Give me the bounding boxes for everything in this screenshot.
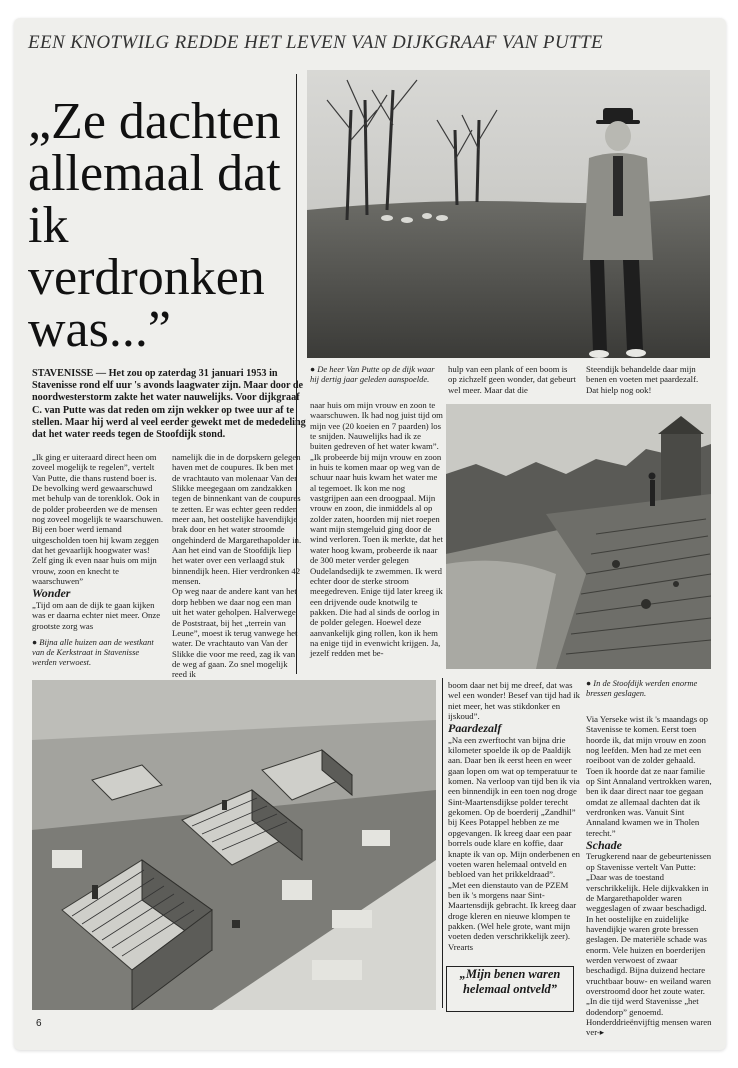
article-column-3	[310, 400, 444, 659]
col4-paragraph-3: „Met een dienstauto van de PZEM ben ik 's morgens naar Sint-Maartensdijk gebracht. Ik kreeg daar droge kleren en nieuwe klompen te pakken. (Wel hele grote, want mijn voeten deden verschrikkelijk zeer). Vrearts	[448, 879, 577, 952]
col5-paragraph-3: „In die tijd werd Stavenisse „het dodendorp” genoemd. Honderddrieënvijftig mensen waren ver-▸	[586, 996, 712, 1038]
article-column-2	[172, 452, 302, 680]
caption-van-putte: ● De heer Van Putte op de dijk waar hij dertig jaar geleden aanspoelde.	[310, 364, 435, 384]
col2-paragraph-1: namelijk die in de dorpskern gelegen haven met de coupures. Ik ben met de vrachtauto van molenaar Van der Slikke meegegaan om zandzakken tegen de binnenkant van de coupures te zetten. Er was echter geen redden meer aan, het oostelijke havendijkje brak door en het water stroomde ongehinderd de Margarethapolder in. Aan het eind van de Stoofdijk liep het water over een verlaagd stuk binnendijk heen. Hier verdronken 42 mensen.	[172, 452, 302, 587]
col4-paragraph-1: boom daar net bij me dreef, dat was wel een wonder! Besef van tijd had ik niet meer, het was stikdonker en ijskoud”.	[448, 680, 580, 722]
col4-paragraph-2: „Na een zwerftocht van bijna drie kilometer spoelde ik op de Paaldijk aan. Daar ben ik eerst heen en weer gaan lopen om wat op temperatuur te komen. Na verloop van tijd ben ik via een binnendijk in een toen nog droge Sint-Maartensdijkse polder terecht gekomen. Op de boerderij „Zandhil” bij Kees Potappel hebben ze me opgevangen. Ik kreeg daar een paar borrels oude klare en koffie, daar knapte ik van op. Mijn onderbenen en voeten waren helemaal ontveld en bebloed van het prikkeldraad”.	[448, 734, 580, 880]
headline: „Ze dachten allemaal dat ik verdronken was...”	[28, 93, 281, 358]
subheading-paardezalf: Paardezalf	[448, 721, 502, 736]
article-column-5	[586, 714, 712, 1038]
pull-quote: „Mijn benen waren helemaal ontveld”	[446, 966, 574, 1012]
kicker-title: EEN KNOTWILG REDDE HET LEVEN VAN DIJKGRAAF VAN PUTTE	[28, 32, 603, 53]
bullet-icon: ●	[32, 636, 40, 647]
article-column-4	[448, 680, 580, 952]
article-column-1	[32, 452, 164, 667]
bullet-icon: ●	[310, 364, 318, 374]
col5-paragraph-1: Via Yerseke wist ik 's maandags op Stavenisse te komen. Eerst toen hoorde ik, dat mijn vrouw en zoon nog leefden. Men had ze met een roeiboot van de zolder gehaald. Toen ik hoorde dat ze naar familie op Sint Annaland vertrokken waren, ben ik daar direct naar toe gegaan omdat ze allemaal dachten dat ik verdronken was. Vanuit Sint Annaland kwamen we in Tholen terecht.”	[586, 714, 712, 838]
bullet-icon: ●	[586, 678, 594, 688]
column-divider	[442, 678, 443, 1008]
caption-stoofdijk: ● In de Stoofdijk werden enorme bressen geslagen.	[586, 678, 698, 698]
caption-kerkstraat: ● Bijna alle huizen aan de westkant van de Kerkstraat in Stavenisse werden verwoest.	[32, 636, 154, 667]
lead-paragraph: STAVENISSE — Het zou op zaterdag 31 januari 1953 in Stavenisse rond elf uur 's avonds laagwater zijn. Maar door de noordwesterstorm zakte het water nauwelijks. Voor dijkgraaf C. van Putte was dat reden om zijn wekker op twee uur af te stellen. Maar hij werd al veel eerder gewekt met de mededeling dat het water reeds tegen de Stoofdijk stond.	[32, 368, 306, 441]
col4-top-text: hulp van een plank of een boom is op zichzelf geen wonder, dat gebeurt wel meer. Maar dat die	[448, 364, 576, 395]
col3-paragraph-1: naar huis om mijn vrouw en zoon te waarschuwen. Ik had nog juist tijd om mijn vee (20 koeien en 7 paarden) los te snijden. Nauwelijks had ik ze buiten gedreven of het water kwam”.	[310, 400, 443, 452]
col5-paragraph-2: Terugkerend naar de gebeurtenissen op Stavenisse vertelt Van Putte: „Daar was de toestand verschrikkelijk. Hele dijkvakken in de Margarethapolder waren weggeslagen of zwaar beschadigd. In het oostelijke en zuidelijke havendijkje waren grote bressen geslagen. De materiële schade was enorm. Vele huizen en boerderijen werden verwoest of zwaar beschadigd. Bijna duizend hectare vruchtbaar bouw- en weiland waren overstroomd door het zoute water.	[586, 851, 712, 996]
col1-paragraph-1: „Ik ging er uiteraard direct heen om zoveel mogelijk te regelen”, vertelt Van Putte, die thans rustend boer is. De bevolking werd gewaarschuwd met behulp van de torenklok. Ook in de polder probeerden we de mensen nog zoveel mogelijk te waarschuwen. Bij een boer werd iemand uitgescholden toen hij kwam zeggen dat het gevaarlijk hoogwater was! Zelf ging ik even naar huis om mijn vrouw, zoon en knecht te waarschuwen”	[32, 452, 163, 587]
col1-paragraph-2: „Tijd om aan de dijk te gaan kijken was er daarna echter niet meer. Onze grootste zorg was	[32, 599, 161, 631]
photo-stoofdijk-breach	[446, 404, 711, 669]
col5-top-text: Steendijk behandelde daar mijn benen en voeten met paardezalf. Dat hielp nog ook!	[586, 364, 699, 395]
photo-destroyed-houses-aerial	[32, 680, 436, 1010]
col2-paragraph-2: Op weg naar de andere kant van het dorp hebben we daar nog een man uit het water geholpen. Halverwege de Poststraat, bij het „terrein van Leune”, moest ik terug vanwege het water. De vrachtauto van Van der Slikke die voor me reed, zag ik van de weg af gaan. Zo snel mogelijk reed ik	[172, 586, 298, 680]
newspaper-page	[14, 18, 726, 1050]
photo-van-putte-on-dike	[307, 70, 710, 358]
page-number: 6	[36, 1018, 42, 1029]
subheading-schade: Schade	[586, 838, 622, 853]
subheading-wonder: Wonder	[32, 586, 71, 601]
col3-paragraph-2: „Ik probeerde bij mijn vrouw en zoon in huis te komen maar op weg van de schuur naar huis kwam het water me al tegemoet. Ik kon me nog vastgrijpen aan een droogpaal. Mijn vrouw en zoon, die inmiddels al op zolder zaten, hoorden mij niet roepen want mijn stemgeluid ging door de wind verloren. Toen ik merkte, dat het water hoog kwam, probeerde ik naar de 300 meter verder gelegen Oudelandsedijk te zwemmen. Ik werd echter door de sterke stroom meegedreven. Enige tijd later kreeg ik een drijvende oude knotwilg te pakken. Die had al sinds de oorlog in de polder gelegen. Hoewel deze aanvankelijk ging rollen, kon ik hem na enige tijd in evenwicht krijgen. Ja, jezelf redden met be-	[310, 451, 443, 659]
